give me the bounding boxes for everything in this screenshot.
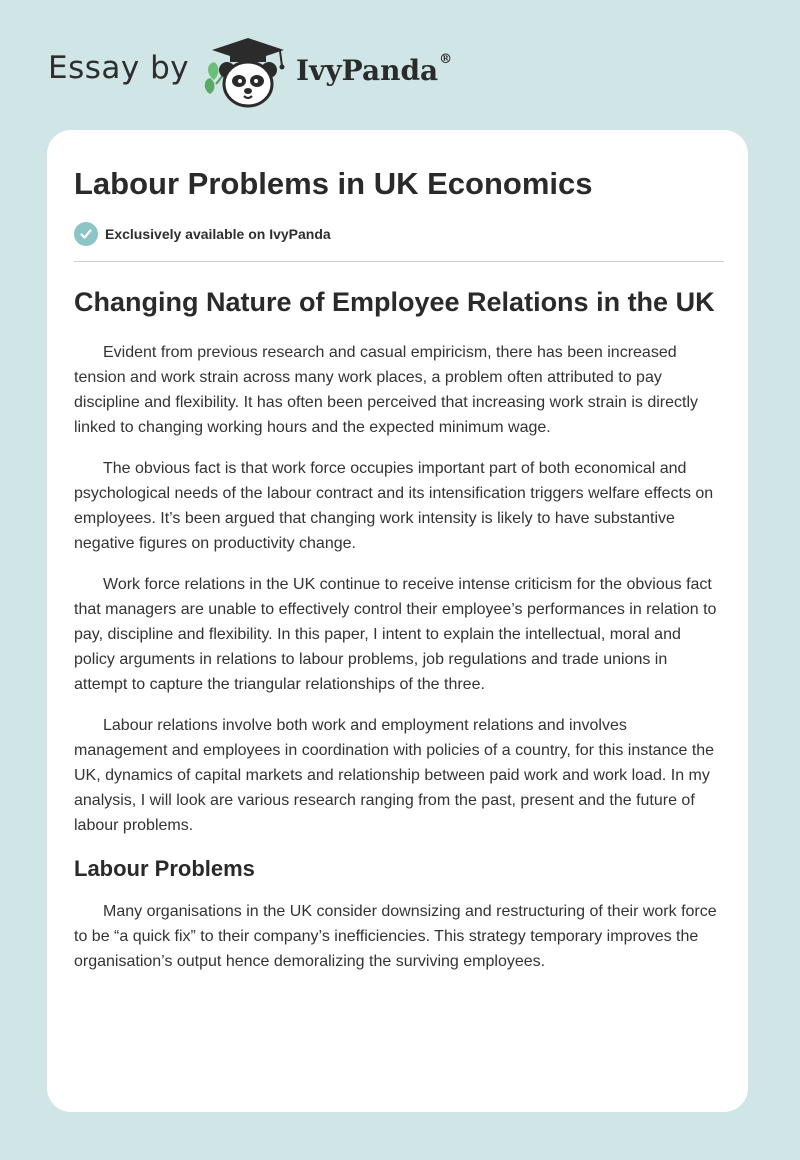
divider [74, 261, 724, 262]
article-card [47, 130, 748, 1112]
subsection-heading: Labour Problems [74, 856, 255, 881]
registered-mark: ® [439, 52, 453, 67]
exclusive-label: Exclusively available on IvyPanda [105, 226, 331, 242]
paragraph: Labour relations involve both work and employment relations and involves management and employees in coordination with policies of a country, for this instance the UK, dynamics of capital markets and relationship between paid work and work load. In my analysis, I will look are various research ranging from the past, present and the future of labour problems. [74, 717, 715, 834]
paragraph: Evident from previous research and casual empiricism, there has been increased tension and work strain across many work places, a problem often attributed to pay discipline and flexibility. It has often been perceived that increasing work strain is directly linked to changing working hours and the expected minimum wage. [74, 344, 699, 436]
brand-text: IvyPanda [296, 54, 439, 87]
panda-logo-icon[interactable] [200, 34, 296, 110]
brand-name[interactable] [296, 54, 452, 87]
section-heading: Changing Nature of Employee Relations in the UK [74, 287, 715, 317]
exclusive-badge [74, 221, 331, 247]
page-title: Labour Problems in UK Economics [74, 166, 593, 201]
paragraph: Many organisations in the UK consider downsizing and restructuring of their work force to be “a quick fix” to their company’s inefficiencies. This strategy temporary improves the organisation’s output hence demoralizing the surviving employees. [74, 903, 717, 970]
essay-by-label: Essay by [48, 50, 190, 86]
site-header [0, 0, 800, 130]
paragraph: Work force relations in the UK continue to receive intense criticism for the obvious fact that managers are unable to effectively control their employee’s performances in relation to pay, discipline and flexibility. In this paper, I intent to explain the intellectual, moral and policy arguments in relations to labour problems, job regulations and trade unions in attempt to capture the triangular relationships of the three. [74, 576, 717, 693]
check-icon [74, 222, 98, 246]
article-body [74, 282, 724, 990]
paragraph: The obvious fact is that work force occupies important part of both economical and psychological needs of the labour contract and its intensification triggers welfare effects on employees. It’s been argued that changing work intensity is likely to have substantive negative figures on productivity change. [74, 460, 714, 552]
